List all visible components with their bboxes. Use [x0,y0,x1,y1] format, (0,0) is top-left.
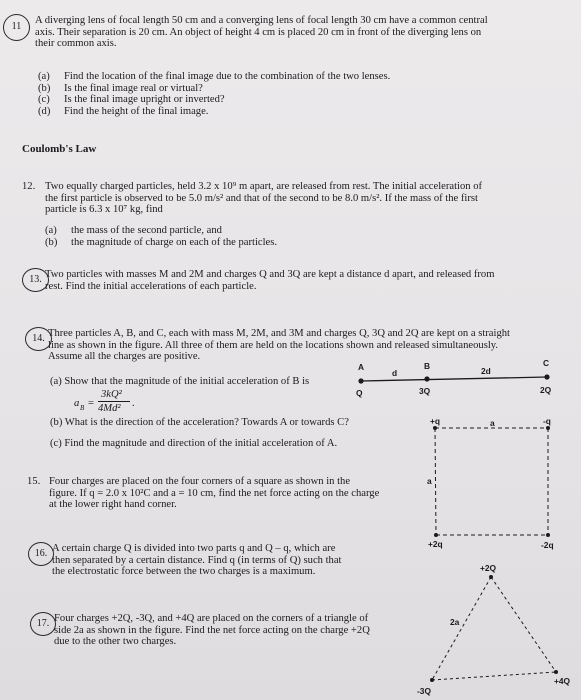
corner-dot [546,426,550,430]
formula-period: . [132,398,135,409]
charge-bottom-right: -2q [541,540,554,550]
list-item: (b) the magnitude of charge on each of the particles. [45,236,278,248]
problem-number: 16. [34,548,48,559]
problem-number: 11 [11,21,22,32]
formula-equals: = [88,398,94,409]
label-a: A [358,362,365,372]
corner-dot [546,533,550,537]
problem-number: 14. [32,333,45,344]
corner-dot [433,426,437,430]
charge-top-left: +q [430,416,441,426]
problem-number: 13. [29,274,42,285]
formula-subscript: B [80,404,85,412]
triangle-left-side [432,577,491,680]
text-line: then separated by a certain distance. Find q (in terms of Q) such that [52,554,342,566]
formula-denominator: 4Md² [98,403,121,414]
label-2d: 2d [481,366,491,376]
corner-dot [489,575,493,579]
charge-line [361,377,547,381]
problem-number: 17. [36,618,50,629]
text-line: the first particle is observed to be 5.0 m/s² and that of the second to be 8.0 m/s². If the mass of the first [45,192,478,204]
list-item: (a) the mass of the second particle, and [45,225,222,236]
corner-dot [554,670,558,674]
problem-16-text [52,543,412,578]
problem-15-text [49,476,419,511]
charge-right: +4Q [554,676,571,686]
text-line: the electrostatic force between the two charges is a maximum. [52,566,316,578]
label-c: C [543,358,550,368]
text-line: Three particles A, B, and C, each with mass M, 2M, and 3M and charges Q, 3Q and 2Q are kept on a straight [48,328,510,339]
text-line: side 2a as shown in the figure. Find the net force acting on the charge +2Q [54,624,370,636]
charge-top-right: -q [543,416,551,426]
text-line: Two equally charged particles, held 3.2 x 10⁹ m apart, are released from rest. The initial acceleration of [45,181,483,192]
text-line: at the lower right hand corner. [49,499,177,511]
text-line: Four charges +2Q, -3Q, and +4Q are placed on the corners of a triangle of [54,613,369,624]
list-item: (d) Find the height of the final image. [38,105,209,117]
text-line: A diverging lens of focal length 50 cm and a converging lens of focal length 30 cm have a common central [35,15,488,26]
charge-top: +2Q [480,563,497,573]
problem-number-circle [28,542,54,566]
corner-dot [430,678,434,682]
charge-dot-c [544,374,549,379]
problem-number: 15. [27,476,41,487]
square-left-side [435,428,436,535]
text-line: rest. Find the initial accelerations of each particle. [45,280,257,292]
formula-lhs: a [74,398,80,409]
charge-dot-b [424,376,429,381]
problem-14-part-a: (a) Show that the magnitude of the initial acceleration of B is [50,376,310,387]
side-label: 2a [450,617,460,627]
problem-number: 12. [22,181,36,192]
label-b: B [424,361,431,371]
problem-14-part-b: (b) What is the direction of the acceleration? Towards A or towards C? [50,417,349,428]
text-line: their common axis. [35,38,117,50]
side-label-top: a [490,418,495,428]
text-line: particle is 6.3 x 10⁷ kg, find [45,204,163,216]
label-d: d [392,368,398,378]
formula-numerator: 3kQ² [101,389,122,400]
triangle-bottom-side [432,672,556,680]
problem-17-text [54,613,419,648]
text-line: due to the other two charges. [54,636,177,648]
problem-number-circle [30,612,56,636]
problem-14-part-c: (c) Find the magnitude and direction of the initial acceleration of A. [50,438,338,449]
text-line: Assume all the charges are positive. [48,351,201,363]
charge-dot-a [358,378,363,383]
corner-dot [434,533,438,537]
charge-q-c: 2Q [540,385,552,395]
charge-q-b: 3Q [419,386,431,396]
text-line: axis. Their separation is 20 cm. An object of height 4 cm is placed 20 cm in front of the diverging lens on [35,26,482,38]
triangle-figure [430,575,558,682]
square-figure [433,426,550,537]
text-line: Four charges are placed on the four corners of a square as shown in the [49,476,351,487]
triangle-right-side [491,577,556,672]
charge-left: -3Q [417,686,431,696]
text-line: line as shown in the figure. All three of them are held on the locations shown and released simultaneously. [48,339,499,351]
list-item: (a) Find the location of the final image due to the combination of the two lenses. [38,71,391,82]
list-item: (c) Is the final image upright or inverted? [38,94,225,106]
charge-q-a: Q [356,388,363,398]
side-label-left: a [427,476,432,486]
text-line: A certain charge Q is divided into two parts q and Q – q, which are [52,543,336,554]
charge-bottom-left: +2q [428,539,443,549]
section-heading: Coulomb's Law [22,143,97,155]
text-line: Two particles with masses M and 2M and charges Q and 3Q are kept a distance d apart, and released from [45,269,495,280]
list-item: (b) Is the final image real or virtual? [38,82,203,94]
text-line: figure. If q = 2.0 x 10²C and a = 10 cm, find the net force acting on the charge [49,487,380,499]
